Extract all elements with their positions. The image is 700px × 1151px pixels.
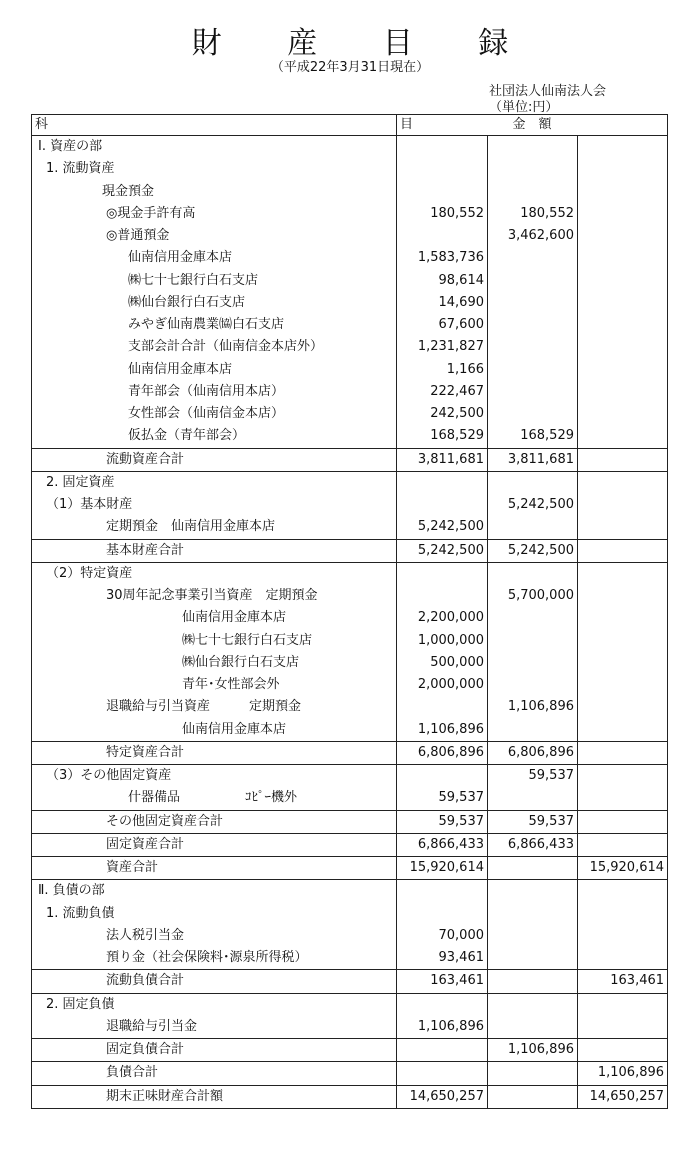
amount-total (578, 494, 668, 516)
amount-subtotal: 59,537 (488, 810, 578, 833)
row-label: 30周年記念事業引当資産 定期預金 (32, 585, 397, 607)
amount-detail: 2,200,000 (397, 607, 488, 629)
row-label: 仙南信用金庫本店 (32, 359, 397, 381)
table-row (32, 857, 668, 880)
amount-detail (397, 471, 488, 494)
amount-subtotal (488, 652, 578, 674)
table-row (32, 1062, 668, 1085)
table-row (32, 696, 668, 718)
table-row (32, 494, 668, 516)
table-row (32, 225, 668, 247)
amount-subtotal (488, 674, 578, 696)
amount-subtotal (488, 903, 578, 925)
row-label: 女性部会（仙南信金本店） (32, 403, 397, 425)
amount-subtotal (488, 292, 578, 314)
asset-inventory-table (31, 114, 668, 1109)
amount-detail: 59,537 (397, 787, 488, 810)
amount-subtotal (488, 181, 578, 203)
amount-total (578, 516, 668, 539)
amount-detail (397, 562, 488, 585)
amount-subtotal (488, 880, 578, 903)
row-label: 流動資産合計 (32, 448, 397, 471)
row-label: ◎普通預金 (32, 225, 397, 247)
row-label: 退職給与引当金 (32, 1016, 397, 1039)
table-row (32, 539, 668, 562)
amount-subtotal: 1,106,896 (488, 1039, 578, 1062)
table-row (32, 516, 668, 539)
amount-detail: 168,529 (397, 425, 488, 448)
row-label: 退職給与引当資産 定期預金 (32, 696, 397, 718)
amount-subtotal: 1,106,896 (488, 696, 578, 718)
table-row (32, 471, 668, 494)
table-row (32, 314, 668, 336)
amount-total (578, 903, 668, 925)
table-row (32, 403, 668, 425)
amount-subtotal: 6,866,433 (488, 833, 578, 856)
amount-total (578, 1016, 668, 1039)
amount-total (578, 833, 668, 856)
amount-detail: 163,461 (397, 970, 488, 993)
amount-total (578, 292, 668, 314)
amount-detail: 14,650,257 (397, 1085, 488, 1108)
row-label: 1. 流動負債 (32, 903, 397, 925)
amount-total (578, 381, 668, 403)
amount-total (578, 539, 668, 562)
table-row (32, 741, 668, 764)
amount-detail: 1,583,736 (397, 247, 488, 269)
amount-detail (397, 181, 488, 203)
amount-detail (397, 696, 488, 718)
amount-detail: 5,242,500 (397, 539, 488, 562)
row-label: 仙南信用金庫本店 (32, 607, 397, 629)
amount-detail: 1,231,827 (397, 336, 488, 358)
amount-total (578, 270, 668, 292)
amount-total (578, 741, 668, 764)
row-label: 青年部会（仙南信用本店） (32, 381, 397, 403)
table-row (32, 181, 668, 203)
amount-subtotal (488, 247, 578, 269)
row-label: 特定資産合計 (32, 741, 397, 764)
amount-total (578, 359, 668, 381)
amount-detail (397, 494, 488, 516)
amount-total (578, 225, 668, 247)
table-row (32, 880, 668, 903)
row-label: 仙南信用金庫本店 (32, 719, 397, 742)
amount-total: 14,650,257 (578, 1085, 668, 1108)
amount-total (578, 925, 668, 947)
table-row (32, 425, 668, 448)
table-row (32, 562, 668, 585)
table-row (32, 947, 668, 970)
amount-subtotal (488, 314, 578, 336)
table-row (32, 765, 668, 788)
amount-detail (397, 136, 488, 159)
table-row (32, 903, 668, 925)
unit-label: （単位:円） (489, 100, 559, 115)
amount-detail (397, 903, 488, 925)
amount-detail: 1,106,896 (397, 1016, 488, 1039)
document-date: （平成22年3月31日現在） (270, 60, 430, 75)
amount-detail: 93,461 (397, 947, 488, 970)
amount-total (578, 719, 668, 742)
table-row (32, 970, 668, 993)
amount-detail (397, 1039, 488, 1062)
organization-name: 社団法人仙南法人会 (489, 84, 607, 99)
amount-total: 163,461 (578, 970, 668, 993)
row-label: 預り金（社会保険料･源泉所得税） (32, 947, 397, 970)
amount-detail (397, 1062, 488, 1085)
amount-detail (397, 993, 488, 1016)
amount-detail: 70,000 (397, 925, 488, 947)
amount-subtotal: 5,700,000 (488, 585, 578, 607)
amount-total (578, 562, 668, 585)
amount-total (578, 314, 668, 336)
row-label: 負債合計 (32, 1062, 397, 1085)
amount-total (578, 810, 668, 833)
row-label: 固定資産合計 (32, 833, 397, 856)
row-label: ㈱七十七銀行白石支店 (32, 270, 397, 292)
amount-detail: 180,552 (397, 203, 488, 225)
row-label: 什器備品 ｺﾋﾟｰ機外 (32, 787, 397, 810)
amount-subtotal: 5,242,500 (488, 539, 578, 562)
table-row (32, 607, 668, 629)
amount-subtotal (488, 925, 578, 947)
table-row (32, 833, 668, 856)
table-row (32, 1016, 668, 1039)
amount-subtotal (488, 970, 578, 993)
amount-total: 1,106,896 (578, 1062, 668, 1085)
row-label: （3）その他固定資産 (32, 765, 397, 788)
amount-total (578, 181, 668, 203)
amount-total (578, 787, 668, 810)
column-header-amount: 金 額 (397, 115, 668, 136)
amount-total (578, 203, 668, 225)
row-label: ㈱七十七銀行白石支店 (32, 630, 397, 652)
row-label: Ⅱ. 負債の部 (32, 880, 397, 903)
amount-detail: 500,000 (397, 652, 488, 674)
amount-subtotal: 6,806,896 (488, 741, 578, 764)
amount-detail: 6,806,896 (397, 741, 488, 764)
amount-subtotal (488, 562, 578, 585)
row-label: 固定負債合計 (32, 1039, 397, 1062)
amount-subtotal (488, 630, 578, 652)
amount-subtotal: 168,529 (488, 425, 578, 448)
amount-subtotal (488, 947, 578, 970)
row-label: （2）特定資産 (32, 562, 397, 585)
table-header-row (32, 115, 668, 136)
amount-total (578, 880, 668, 903)
amount-total (578, 247, 668, 269)
amount-subtotal (488, 136, 578, 159)
table-row (32, 1039, 668, 1062)
amount-subtotal (488, 336, 578, 358)
row-label: 2. 固定負債 (32, 993, 397, 1016)
amount-subtotal (488, 1062, 578, 1085)
amount-detail: 1,166 (397, 359, 488, 381)
amount-subtotal: 3,811,681 (488, 448, 578, 471)
amount-total (578, 1039, 668, 1062)
amount-total (578, 136, 668, 159)
row-label: 現金預金 (32, 181, 397, 203)
document-title: 財 産 目 録 (191, 26, 537, 61)
row-label: 基本財産合計 (32, 539, 397, 562)
amount-detail: 14,690 (397, 292, 488, 314)
table-row (32, 270, 668, 292)
amount-detail: 3,811,681 (397, 448, 488, 471)
row-label: 2. 固定資産 (32, 471, 397, 494)
amount-detail: 1,000,000 (397, 630, 488, 652)
amount-subtotal (488, 993, 578, 1016)
amount-detail (397, 765, 488, 788)
amount-subtotal (488, 516, 578, 539)
amount-total (578, 585, 668, 607)
row-label: ◎現金手許有高 (32, 203, 397, 225)
row-label: 青年･女性部会外 (32, 674, 397, 696)
amount-total (578, 448, 668, 471)
amount-total (578, 607, 668, 629)
amount-detail: 98,614 (397, 270, 488, 292)
row-label: ㈱仙台銀行白石支店 (32, 292, 397, 314)
amount-total (578, 947, 668, 970)
row-label: 期末正味財産合計額 (32, 1085, 397, 1108)
row-label: 仮払金（青年部会） (32, 425, 397, 448)
amount-subtotal: 59,537 (488, 765, 578, 788)
amount-subtotal (488, 403, 578, 425)
table-row (32, 359, 668, 381)
amount-total (578, 674, 668, 696)
amount-detail: 6,866,433 (397, 833, 488, 856)
table-row (32, 292, 668, 314)
row-label: 流動負債合計 (32, 970, 397, 993)
row-label: Ⅰ. 資産の部 (32, 136, 397, 159)
table-row (32, 630, 668, 652)
table-row (32, 993, 668, 1016)
amount-total: 15,920,614 (578, 857, 668, 880)
table-body (32, 136, 668, 1109)
amount-detail: 67,600 (397, 314, 488, 336)
amount-detail: 15,920,614 (397, 857, 488, 880)
amount-subtotal (488, 270, 578, 292)
amount-subtotal: 5,242,500 (488, 494, 578, 516)
amount-total (578, 403, 668, 425)
amount-detail (397, 225, 488, 247)
column-header-item: 科 目 (32, 115, 397, 136)
amount-detail: 2,000,000 (397, 674, 488, 696)
amount-total (578, 652, 668, 674)
row-label: 資産合計 (32, 857, 397, 880)
amount-detail: 1,106,896 (397, 719, 488, 742)
table-row (32, 652, 668, 674)
amount-total (578, 336, 668, 358)
table-row (32, 203, 668, 225)
table-row (32, 158, 668, 180)
amount-subtotal (488, 1085, 578, 1108)
amount-total (578, 425, 668, 448)
amount-detail: 222,467 (397, 381, 488, 403)
amount-detail (397, 158, 488, 180)
amount-total (578, 696, 668, 718)
table-row (32, 336, 668, 358)
table-row (32, 787, 668, 810)
table-row (32, 674, 668, 696)
amount-subtotal: 180,552 (488, 203, 578, 225)
table-row (32, 925, 668, 947)
amount-total (578, 630, 668, 652)
amount-detail (397, 585, 488, 607)
amount-detail: 242,500 (397, 403, 488, 425)
table-row (32, 381, 668, 403)
row-label: ㈱仙台銀行白石支店 (32, 652, 397, 674)
table-row (32, 247, 668, 269)
row-label: みやぎ仙南農業㈿白石支店 (32, 314, 397, 336)
table-row (32, 136, 668, 159)
amount-detail: 59,537 (397, 810, 488, 833)
amount-subtotal (488, 158, 578, 180)
table-row (32, 448, 668, 471)
row-label: その他固定資産合計 (32, 810, 397, 833)
amount-total (578, 993, 668, 1016)
row-label: 法人税引当金 (32, 925, 397, 947)
row-label: 支部会計合計（仙南信金本店外） (32, 336, 397, 358)
row-label: 仙南信用金庫本店 (32, 247, 397, 269)
amount-subtotal (488, 787, 578, 810)
row-label: （1）基本財産 (32, 494, 397, 516)
table-row (32, 810, 668, 833)
amount-subtotal (488, 857, 578, 880)
table-row (32, 719, 668, 742)
amount-total (578, 765, 668, 788)
amount-subtotal (488, 359, 578, 381)
amount-subtotal (488, 471, 578, 494)
amount-detail (397, 880, 488, 903)
table-row (32, 1085, 668, 1108)
amount-subtotal (488, 719, 578, 742)
table-row (32, 585, 668, 607)
amount-total (578, 471, 668, 494)
amount-subtotal (488, 1016, 578, 1039)
amount-subtotal: 3,462,600 (488, 225, 578, 247)
amount-subtotal (488, 381, 578, 403)
amount-total (578, 158, 668, 180)
row-label: 1. 流動資産 (32, 158, 397, 180)
row-label: 定期預金 仙南信用金庫本店 (32, 516, 397, 539)
amount-subtotal (488, 607, 578, 629)
amount-detail: 5,242,500 (397, 516, 488, 539)
